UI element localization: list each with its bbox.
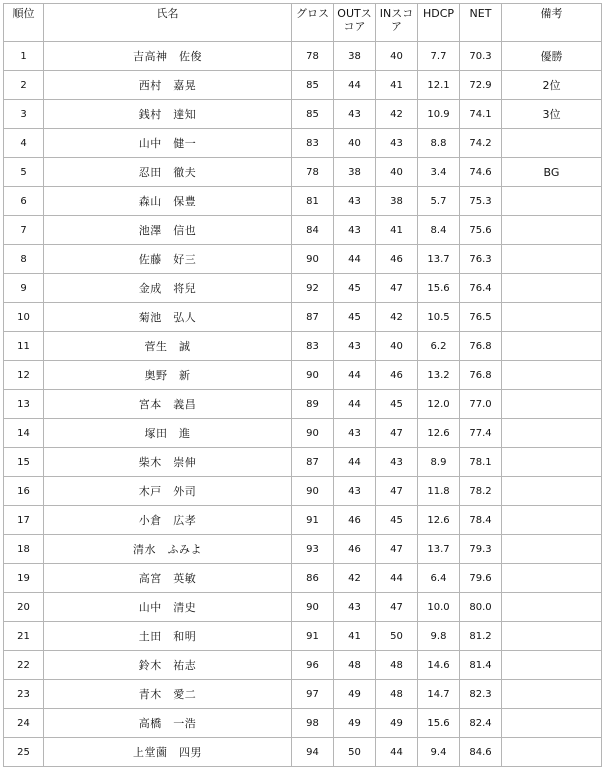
in-score-cell: 40 bbox=[376, 42, 418, 71]
name-cell: 塚田 進 bbox=[44, 419, 292, 448]
net-cell: 76.3 bbox=[460, 245, 502, 274]
gross-cell: 97 bbox=[292, 680, 334, 709]
hdcp-cell: 10.9 bbox=[418, 100, 460, 129]
table-row bbox=[4, 709, 602, 738]
in-score-cell: 40 bbox=[376, 332, 418, 361]
in-score-cell: 44 bbox=[376, 738, 418, 767]
name-cell: 高橋 一浩 bbox=[44, 709, 292, 738]
rank-cell: 12 bbox=[4, 361, 44, 390]
in-score-cell: 43 bbox=[376, 448, 418, 477]
note-cell: 3位 bbox=[502, 100, 602, 129]
rank-cell: 4 bbox=[4, 129, 44, 158]
rank-cell: 17 bbox=[4, 506, 44, 535]
table-row bbox=[4, 100, 602, 129]
net-cell: 76.5 bbox=[460, 303, 502, 332]
name-cell: 忍田 徹夫 bbox=[44, 158, 292, 187]
hdcp-cell: 12.6 bbox=[418, 506, 460, 535]
table-row bbox=[4, 390, 602, 419]
gross-cell: 89 bbox=[292, 390, 334, 419]
table-row bbox=[4, 622, 602, 651]
out-score-cell: 49 bbox=[334, 680, 376, 709]
note-cell bbox=[502, 622, 602, 651]
table-row bbox=[4, 361, 602, 390]
name-cell: 佐藤 好三 bbox=[44, 245, 292, 274]
table-row bbox=[4, 216, 602, 245]
note-cell bbox=[502, 651, 602, 680]
net-cell: 74.1 bbox=[460, 100, 502, 129]
net-cell: 78.1 bbox=[460, 448, 502, 477]
net-cell: 82.3 bbox=[460, 680, 502, 709]
name-cell: 銭村 達知 bbox=[44, 100, 292, 129]
name-cell: 金成 将兒 bbox=[44, 274, 292, 303]
net-cell: 76.4 bbox=[460, 274, 502, 303]
hdcp-cell: 12.0 bbox=[418, 390, 460, 419]
out-score-cell: 45 bbox=[334, 274, 376, 303]
hdcp-cell: 3.4 bbox=[418, 158, 460, 187]
out-score-cell: 43 bbox=[334, 477, 376, 506]
note-cell bbox=[502, 535, 602, 564]
name-cell: 青木 愛二 bbox=[44, 680, 292, 709]
hdcp-cell: 9.8 bbox=[418, 622, 460, 651]
out-score-cell: 44 bbox=[334, 361, 376, 390]
gross-cell: 90 bbox=[292, 477, 334, 506]
net-cell: 79.6 bbox=[460, 564, 502, 593]
name-cell: 山中 清史 bbox=[44, 593, 292, 622]
results-table-container bbox=[3, 3, 602, 767]
gross-cell: 90 bbox=[292, 245, 334, 274]
table-row bbox=[4, 593, 602, 622]
rank-cell: 23 bbox=[4, 680, 44, 709]
out-score-cell: 49 bbox=[334, 709, 376, 738]
rank-cell: 6 bbox=[4, 187, 44, 216]
gross-cell: 78 bbox=[292, 158, 334, 187]
note-cell bbox=[502, 332, 602, 361]
table-body bbox=[4, 42, 602, 767]
note-cell bbox=[502, 448, 602, 477]
net-cell: 84.6 bbox=[460, 738, 502, 767]
in-score-cell: 48 bbox=[376, 651, 418, 680]
rank-cell: 8 bbox=[4, 245, 44, 274]
table-row bbox=[4, 506, 602, 535]
header-name: 氏名 bbox=[44, 4, 292, 42]
out-score-cell: 44 bbox=[334, 245, 376, 274]
net-cell: 80.0 bbox=[460, 593, 502, 622]
header-in-score: INスコア bbox=[376, 4, 418, 42]
hdcp-cell: 11.8 bbox=[418, 477, 460, 506]
table-row bbox=[4, 42, 602, 71]
note-cell bbox=[502, 419, 602, 448]
hdcp-cell: 15.6 bbox=[418, 709, 460, 738]
name-cell: 菅生 誠 bbox=[44, 332, 292, 361]
net-cell: 75.6 bbox=[460, 216, 502, 245]
in-score-cell: 47 bbox=[376, 593, 418, 622]
out-score-cell: 46 bbox=[334, 506, 376, 535]
gross-cell: 90 bbox=[292, 361, 334, 390]
out-score-cell: 40 bbox=[334, 129, 376, 158]
in-score-cell: 46 bbox=[376, 361, 418, 390]
name-cell: 土田 和明 bbox=[44, 622, 292, 651]
hdcp-cell: 8.8 bbox=[418, 129, 460, 158]
table-row bbox=[4, 71, 602, 100]
rank-cell: 3 bbox=[4, 100, 44, 129]
in-score-cell: 50 bbox=[376, 622, 418, 651]
note-cell bbox=[502, 593, 602, 622]
in-score-cell: 38 bbox=[376, 187, 418, 216]
name-cell: 吉高神 佐俊 bbox=[44, 42, 292, 71]
rank-cell: 9 bbox=[4, 274, 44, 303]
rank-cell: 11 bbox=[4, 332, 44, 361]
table-row bbox=[4, 245, 602, 274]
note-cell bbox=[502, 129, 602, 158]
gross-cell: 87 bbox=[292, 448, 334, 477]
table-row bbox=[4, 158, 602, 187]
rank-cell: 25 bbox=[4, 738, 44, 767]
gross-cell: 78 bbox=[292, 42, 334, 71]
gross-cell: 93 bbox=[292, 535, 334, 564]
out-score-cell: 42 bbox=[334, 564, 376, 593]
hdcp-cell: 14.6 bbox=[418, 651, 460, 680]
name-cell: 清水 ふみよ bbox=[44, 535, 292, 564]
name-cell: 鈴木 祐志 bbox=[44, 651, 292, 680]
rank-cell: 21 bbox=[4, 622, 44, 651]
in-score-cell: 42 bbox=[376, 100, 418, 129]
hdcp-cell: 13.2 bbox=[418, 361, 460, 390]
name-cell: 上堂薗 四男 bbox=[44, 738, 292, 767]
header-note: 備考 bbox=[502, 4, 602, 42]
net-cell: 82.4 bbox=[460, 709, 502, 738]
note-cell bbox=[502, 361, 602, 390]
note-cell bbox=[502, 680, 602, 709]
rank-cell: 20 bbox=[4, 593, 44, 622]
rank-cell: 7 bbox=[4, 216, 44, 245]
gross-cell: 83 bbox=[292, 129, 334, 158]
out-score-cell: 43 bbox=[334, 216, 376, 245]
gross-cell: 86 bbox=[292, 564, 334, 593]
note-cell bbox=[502, 390, 602, 419]
rank-cell: 15 bbox=[4, 448, 44, 477]
net-cell: 76.8 bbox=[460, 332, 502, 361]
hdcp-cell: 9.4 bbox=[418, 738, 460, 767]
hdcp-cell: 13.7 bbox=[418, 245, 460, 274]
name-cell: 宮本 義昌 bbox=[44, 390, 292, 419]
table-row bbox=[4, 680, 602, 709]
out-score-cell: 43 bbox=[334, 187, 376, 216]
table-row bbox=[4, 419, 602, 448]
rank-cell: 16 bbox=[4, 477, 44, 506]
gross-cell: 92 bbox=[292, 274, 334, 303]
name-cell: 奥野 新 bbox=[44, 361, 292, 390]
rank-cell: 24 bbox=[4, 709, 44, 738]
table-row bbox=[4, 738, 602, 767]
name-cell: 高宮 英敏 bbox=[44, 564, 292, 593]
net-cell: 78.2 bbox=[460, 477, 502, 506]
hdcp-cell: 8.4 bbox=[418, 216, 460, 245]
name-cell: 小倉 広孝 bbox=[44, 506, 292, 535]
note-cell bbox=[502, 187, 602, 216]
out-score-cell: 50 bbox=[334, 738, 376, 767]
header-net: NET bbox=[460, 4, 502, 42]
net-cell: 75.3 bbox=[460, 187, 502, 216]
table-row bbox=[4, 187, 602, 216]
header-rank: 順位 bbox=[4, 4, 44, 42]
name-cell: 池澤 信也 bbox=[44, 216, 292, 245]
header-out-score: OUTスコア bbox=[334, 4, 376, 42]
hdcp-cell: 6.2 bbox=[418, 332, 460, 361]
in-score-cell: 41 bbox=[376, 71, 418, 100]
name-cell: 菊池 弘人 bbox=[44, 303, 292, 332]
hdcp-cell: 12.1 bbox=[418, 71, 460, 100]
note-cell bbox=[502, 245, 602, 274]
rank-cell: 19 bbox=[4, 564, 44, 593]
gross-cell: 94 bbox=[292, 738, 334, 767]
net-cell: 72.9 bbox=[460, 71, 502, 100]
in-score-cell: 46 bbox=[376, 245, 418, 274]
gross-cell: 91 bbox=[292, 506, 334, 535]
note-cell bbox=[502, 274, 602, 303]
hdcp-cell: 8.9 bbox=[418, 448, 460, 477]
hdcp-cell: 13.7 bbox=[418, 535, 460, 564]
rank-cell: 10 bbox=[4, 303, 44, 332]
in-score-cell: 41 bbox=[376, 216, 418, 245]
net-cell: 77.0 bbox=[460, 390, 502, 419]
rank-cell: 5 bbox=[4, 158, 44, 187]
header-gross: グロス bbox=[292, 4, 334, 42]
out-score-cell: 46 bbox=[334, 535, 376, 564]
hdcp-cell: 6.4 bbox=[418, 564, 460, 593]
note-cell: BG bbox=[502, 158, 602, 187]
note-cell: 2位 bbox=[502, 71, 602, 100]
rank-cell: 18 bbox=[4, 535, 44, 564]
in-score-cell: 47 bbox=[376, 274, 418, 303]
rank-cell: 14 bbox=[4, 419, 44, 448]
hdcp-cell: 15.6 bbox=[418, 274, 460, 303]
net-cell: 81.4 bbox=[460, 651, 502, 680]
out-score-cell: 43 bbox=[334, 419, 376, 448]
out-score-cell: 43 bbox=[334, 100, 376, 129]
table-row bbox=[4, 448, 602, 477]
in-score-cell: 44 bbox=[376, 564, 418, 593]
hdcp-cell: 7.7 bbox=[418, 42, 460, 71]
out-score-cell: 41 bbox=[334, 622, 376, 651]
hdcp-cell: 12.6 bbox=[418, 419, 460, 448]
gross-cell: 91 bbox=[292, 622, 334, 651]
gross-cell: 81 bbox=[292, 187, 334, 216]
table-row bbox=[4, 303, 602, 332]
hdcp-cell: 10.0 bbox=[418, 593, 460, 622]
gross-cell: 90 bbox=[292, 593, 334, 622]
note-cell bbox=[502, 477, 602, 506]
gross-cell: 83 bbox=[292, 332, 334, 361]
out-score-cell: 45 bbox=[334, 303, 376, 332]
net-cell: 70.3 bbox=[460, 42, 502, 71]
hdcp-cell: 5.7 bbox=[418, 187, 460, 216]
rank-cell: 22 bbox=[4, 651, 44, 680]
note-cell bbox=[502, 738, 602, 767]
out-score-cell: 48 bbox=[334, 651, 376, 680]
net-cell: 78.4 bbox=[460, 506, 502, 535]
table-row bbox=[4, 332, 602, 361]
note-cell bbox=[502, 564, 602, 593]
out-score-cell: 43 bbox=[334, 332, 376, 361]
in-score-cell: 43 bbox=[376, 129, 418, 158]
out-score-cell: 44 bbox=[334, 448, 376, 477]
golf-results-table bbox=[3, 3, 602, 767]
table-row bbox=[4, 477, 602, 506]
table-header bbox=[4, 4, 602, 42]
note-cell bbox=[502, 709, 602, 738]
in-score-cell: 42 bbox=[376, 303, 418, 332]
gross-cell: 96 bbox=[292, 651, 334, 680]
in-score-cell: 40 bbox=[376, 158, 418, 187]
in-score-cell: 45 bbox=[376, 506, 418, 535]
table-row bbox=[4, 564, 602, 593]
table-row bbox=[4, 274, 602, 303]
note-cell bbox=[502, 303, 602, 332]
note-cell bbox=[502, 216, 602, 245]
header-row bbox=[4, 4, 602, 42]
net-cell: 77.4 bbox=[460, 419, 502, 448]
hdcp-cell: 14.7 bbox=[418, 680, 460, 709]
out-score-cell: 44 bbox=[334, 390, 376, 419]
gross-cell: 98 bbox=[292, 709, 334, 738]
name-cell: 柴木 崇伸 bbox=[44, 448, 292, 477]
net-cell: 81.2 bbox=[460, 622, 502, 651]
net-cell: 79.3 bbox=[460, 535, 502, 564]
gross-cell: 90 bbox=[292, 419, 334, 448]
gross-cell: 87 bbox=[292, 303, 334, 332]
in-score-cell: 49 bbox=[376, 709, 418, 738]
header-hdcp: HDCP bbox=[418, 4, 460, 42]
out-score-cell: 43 bbox=[334, 593, 376, 622]
table-row bbox=[4, 129, 602, 158]
rank-cell: 13 bbox=[4, 390, 44, 419]
in-score-cell: 47 bbox=[376, 419, 418, 448]
in-score-cell: 45 bbox=[376, 390, 418, 419]
net-cell: 76.8 bbox=[460, 361, 502, 390]
in-score-cell: 47 bbox=[376, 477, 418, 506]
net-cell: 74.6 bbox=[460, 158, 502, 187]
name-cell: 西村 嘉晃 bbox=[44, 71, 292, 100]
name-cell: 山中 健一 bbox=[44, 129, 292, 158]
name-cell: 木戸 外司 bbox=[44, 477, 292, 506]
note-cell: 優勝 bbox=[502, 42, 602, 71]
out-score-cell: 38 bbox=[334, 158, 376, 187]
in-score-cell: 47 bbox=[376, 535, 418, 564]
out-score-cell: 44 bbox=[334, 71, 376, 100]
rank-cell: 2 bbox=[4, 71, 44, 100]
hdcp-cell: 10.5 bbox=[418, 303, 460, 332]
rank-cell: 1 bbox=[4, 42, 44, 71]
name-cell: 森山 保豊 bbox=[44, 187, 292, 216]
table-row bbox=[4, 651, 602, 680]
table-row bbox=[4, 535, 602, 564]
gross-cell: 85 bbox=[292, 100, 334, 129]
net-cell: 74.2 bbox=[460, 129, 502, 158]
in-score-cell: 48 bbox=[376, 680, 418, 709]
gross-cell: 85 bbox=[292, 71, 334, 100]
gross-cell: 84 bbox=[292, 216, 334, 245]
out-score-cell: 38 bbox=[334, 42, 376, 71]
note-cell bbox=[502, 506, 602, 535]
